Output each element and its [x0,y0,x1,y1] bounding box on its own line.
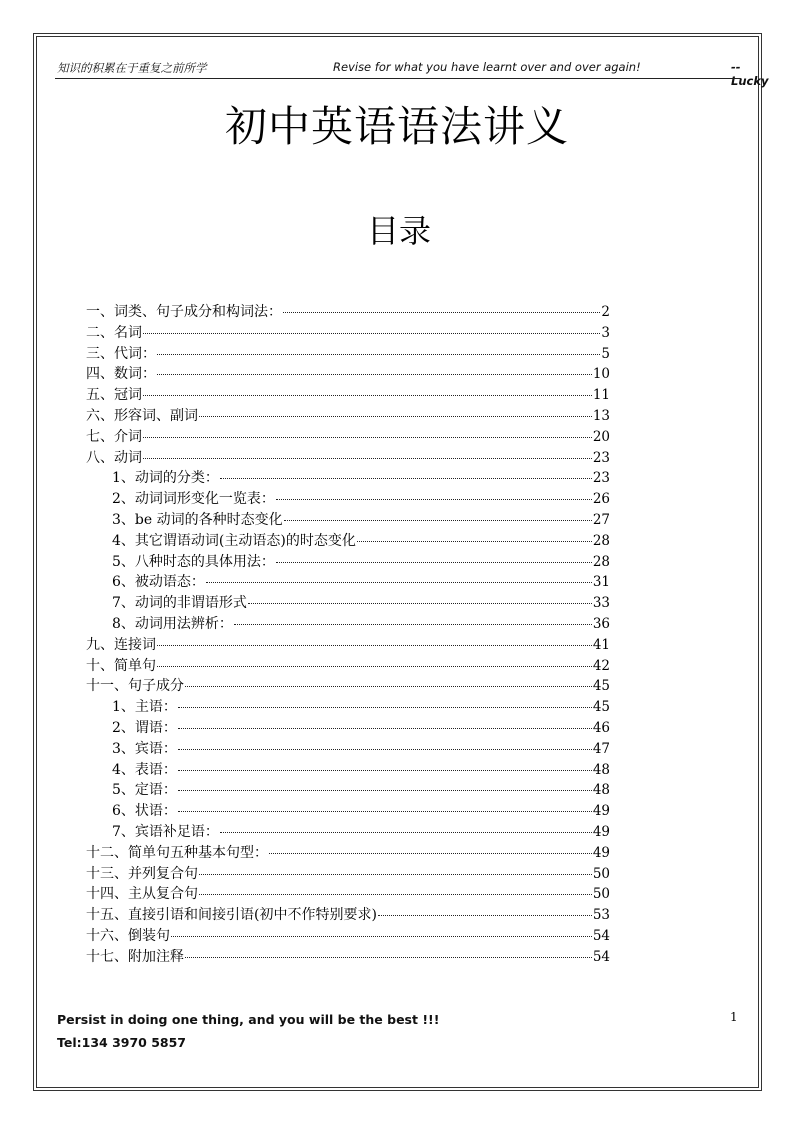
toc-dot-leader [143,458,592,459]
toc-entry[interactable] [86,863,610,884]
toc-entry-label: 3、be 动词的各种时态变化 [112,511,283,528]
toc-entry-page: 48 [592,761,610,778]
toc-entry-label: 一、词类、句子成分和构词法： [86,304,282,320]
toc-entry-page: 54 [592,927,610,944]
toc-dot-leader [276,562,592,563]
toc-entry-page: 45 [592,699,610,716]
toc-entry-page: 26 [592,491,610,508]
toc-entry-label: 8、动词用法辨析： [112,615,233,632]
toc-dot-leader [178,770,592,771]
toc-entry-page: 47 [592,740,610,757]
toc-dot-leader [199,874,592,875]
toc-entry[interactable] [86,883,610,904]
toc-entry-label: 十一、句子成分 [86,678,184,695]
toc-entry-label: 3、宾语： [112,740,177,757]
toc-entry-label: 2、谓语： [112,719,177,736]
toc-entry-label: 7、动词的非谓语形式 [112,595,247,612]
toc-entry-page: 23 [592,449,610,466]
toc-entry-label: 十三、并列复合句 [86,865,198,882]
toc-dot-leader [283,312,600,313]
toc-dot-leader [234,624,592,625]
toc-entry-label: 十二、简单句五种基本句型： [86,844,268,861]
toc-entry[interactable] [86,946,610,967]
toc-entry-page: 45 [592,678,610,695]
footer-slogan: Persist in doing one thing, and you will be the best !!! [57,1012,440,1027]
toc-entry-page: 50 [592,865,610,882]
toc-entry[interactable] [86,592,610,613]
header-motto-chinese: 知识的积累在于重复之前所学 [57,61,207,75]
toc-entry-label: 4、表语： [112,761,177,778]
toc-entry[interactable] [86,613,610,634]
toc-entry-label: 十七、附加注释 [86,948,184,965]
toc-entry[interactable] [86,779,610,800]
toc-dot-leader [157,666,592,667]
toc-entry[interactable] [86,904,610,925]
toc-entry-label: 6、被动语态： [112,574,205,591]
toc-dot-leader [157,374,592,375]
toc-entry-page: 49 [592,803,610,820]
toc-entry-label: 1、主语： [112,699,177,716]
toc-dot-leader [269,853,592,854]
toc-entry[interactable] [86,509,610,530]
document-title: 初中英语语法讲义 [224,102,569,151]
toc-entry[interactable] [86,821,610,842]
toc-entry-label: 五、冠词 [86,387,142,404]
toc-entry-page: 41 [592,636,610,653]
toc-entry-page: 54 [592,948,610,965]
toc-entry-label: 十四、主从复合句 [86,886,198,903]
toc-entry[interactable] [86,759,610,780]
toc-entry-label: 三、代词： [86,345,156,362]
toc-entry-label: 十六、倒装句 [86,927,170,944]
header-rule [55,78,741,79]
toc-entry-label: 二、名词 [86,324,142,341]
page-number: 1 [730,1010,738,1024]
toc-entry-page: 31 [592,574,610,591]
toc-entry-page: 48 [592,782,610,799]
toc-entry-label: 6、状语： [112,803,177,820]
toc-entry-label: 九、连接词 [86,636,156,653]
toc-entry-label: 十、简单句 [86,657,156,674]
toc-dot-leader [157,354,600,355]
toc-entry[interactable] [86,696,610,717]
toc-entry[interactable] [86,447,610,468]
table-of-contents [86,301,610,967]
toc-entry-page: 27 [592,511,610,528]
toc-dot-leader [171,936,592,937]
toc-entry[interactable] [86,717,610,738]
toc-dot-leader [206,582,592,583]
toc-entry-page: 36 [592,615,610,632]
toc-entry[interactable] [86,384,610,405]
toc-entry[interactable] [86,467,610,488]
toc-dot-leader [178,707,592,708]
toc-dot-leader [220,832,592,833]
toc-entry-label: 5、八种时态的具体用法： [112,553,275,570]
toc-entry-label: 7、宾语补足语： [112,823,219,840]
header-signature: --Lucky [731,60,769,88]
toc-entry[interactable] [86,488,610,509]
toc-entry[interactable] [86,343,610,364]
toc-dot-leader [143,395,592,396]
page-header [55,58,777,88]
page-footer [57,1012,439,1058]
toc-entry[interactable] [86,551,610,572]
toc-dot-leader [378,915,592,916]
toc-dot-leader [157,645,592,646]
toc-entry-page: 28 [592,532,610,549]
toc-dot-leader [178,811,592,812]
toc-dot-leader [220,478,592,479]
toc-entry-label: 六、形容词、副词 [86,407,198,424]
toc-entry-page: 46 [592,719,610,736]
toc-entry[interactable] [86,405,610,426]
toc-entry-label: 八、动词 [86,449,142,466]
toc-entry[interactable] [86,634,610,655]
toc-entry[interactable] [86,322,610,343]
toc-entry[interactable] [86,426,610,447]
toc-dot-leader [199,416,592,417]
toc-dot-leader [185,686,592,687]
toc-entry-page: 42 [592,657,610,674]
toc-entry-page: 10 [592,366,610,383]
toc-entry-page: 11 [592,387,610,404]
toc-entry[interactable] [86,675,610,696]
toc-entry-label: 4、其它谓语动词(主动语态)的时态变化 [112,532,356,549]
footer-phone: Tel:134 3970 5857 [57,1035,187,1050]
toc-entry-page: 49 [592,844,610,861]
toc-entry-label: 七、介词 [86,428,142,445]
toc-dot-leader [276,499,592,500]
toc-entry[interactable] [86,842,610,863]
toc-heading: 目录 [366,212,431,250]
toc-entry[interactable] [86,301,610,322]
toc-entry[interactable] [86,738,610,759]
toc-entry[interactable] [86,925,610,946]
toc-entry[interactable] [86,655,610,676]
toc-entry-page: 50 [592,886,610,903]
toc-entry-page: 53 [592,907,610,924]
toc-dot-leader [178,728,592,729]
toc-entry-label: 1、动词的分类： [112,470,219,487]
toc-entry-label: 2、动词词形变化一览表： [112,491,275,508]
toc-entry[interactable] [86,530,610,551]
toc-dot-leader [143,437,592,438]
toc-dot-leader [357,541,592,542]
toc-dot-leader [185,957,592,958]
toc-dot-leader [284,520,592,521]
toc-entry-page: 20 [592,428,610,445]
toc-dot-leader [199,894,592,895]
toc-entry[interactable] [86,800,610,821]
toc-entry-page: 2 [601,304,610,320]
toc-entry-page: 3 [601,324,610,341]
toc-dot-leader [178,749,592,750]
toc-entry-label: 十五、直接引语和间接引语(初中不作特别要求) [86,907,377,924]
toc-entry[interactable] [86,571,610,592]
toc-entry-page: 49 [592,823,610,840]
toc-entry-page: 28 [592,553,610,570]
toc-entry-label: 5、定语： [112,782,177,799]
toc-entry-label: 四、数词： [86,366,156,383]
toc-entry-page: 5 [601,345,610,362]
toc-entry-page: 13 [592,407,610,424]
toc-entry[interactable] [86,363,610,384]
toc-dot-leader [248,603,592,604]
toc-entry-page: 33 [592,595,610,612]
header-motto-english: Revise for what you have learnt over and over again! [333,60,641,74]
toc-dot-leader [178,790,592,791]
toc-dot-leader [143,333,600,334]
toc-entry-page: 23 [592,470,610,487]
